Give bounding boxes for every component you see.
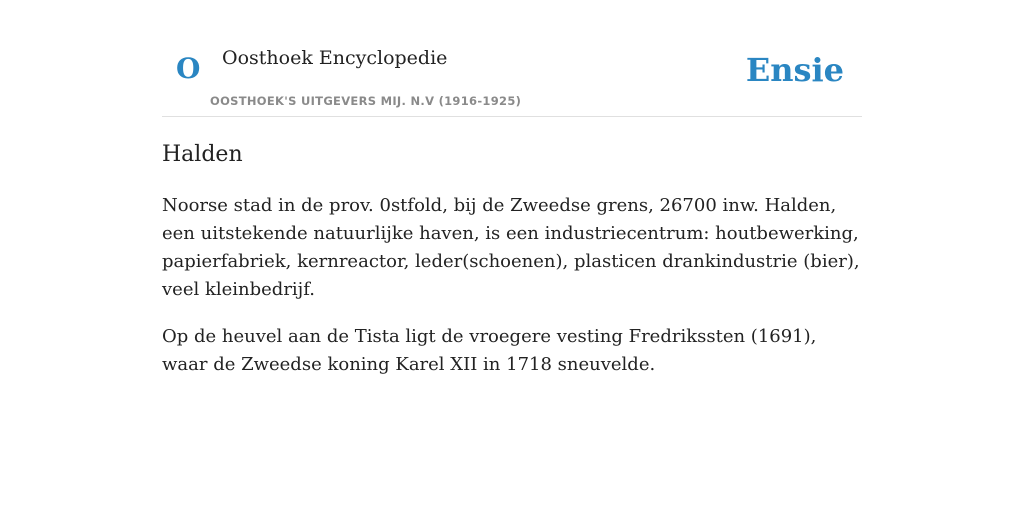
article xyxy=(162,140,862,379)
article-title: Halden xyxy=(162,142,243,167)
site-header xyxy=(162,0,862,117)
ensie-logo-link[interactable]: Ensie xyxy=(745,51,844,89)
article-paragraph: Noorse stad in de prov. 0stfold, bij de Zweedse grens, 26700 inw. Halden, een uitstekende natuurlijke haven, is een industriecentrum: houtbewerking, papierfabriek, kernreactor, leder(schoenen), plasticen drankindustrie (bier), veel kleinbedrijf. xyxy=(162,195,860,300)
encyclopedia-logo-mark[interactable]: O xyxy=(176,52,201,85)
encyclopedia-title-link[interactable]: Oosthoek Encyclopedie xyxy=(222,47,448,69)
publisher-label: OOSTHOEK'S UITGEVERS MIJ. N.V (1916-1925) xyxy=(210,94,522,108)
article-body xyxy=(162,192,862,379)
article-paragraph: Op de heuvel aan de Tista ligt de vroegere vesting Fredrikssten (1691), waar de Zweedse koning Karel XII in 1718 sneuvelde. xyxy=(162,326,817,375)
